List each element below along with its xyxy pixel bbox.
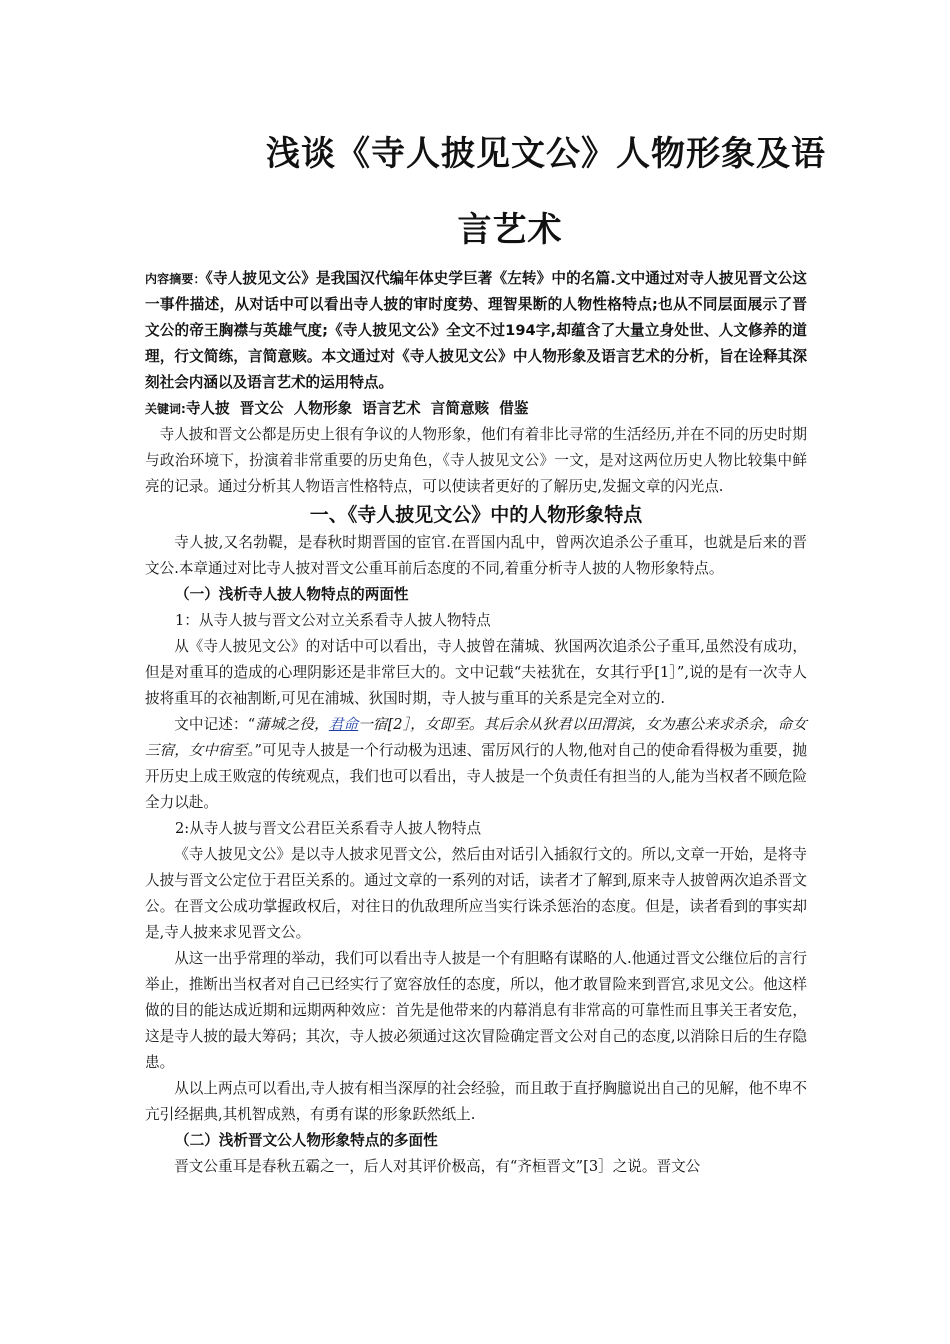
section1-paragraph: 寺人披,又名勃鞮，是春秋时期晋国的宦官.在晋国内乱中，曾两次追杀公子重耳，也就是后来的晋文公.本章通过对比寺人披对晋文公重耳前后态度的不同,着重分析寺人披的人物形象特点。: [145, 534, 807, 577]
abstract-text: 《寺人披见文公》是我国汉代编年体史学巨著《左转》中的名篇.文中通过对寺人披见晋文公这一事件描述，从对话中可以看出寺人披的审时度势、理智果断的人物性格特点;也从不同层面展示了晋文公的帝王胸襟与英雄气度;《寺人披见文公》全文不过194字,却蕴含了大量立身处世、人文修养的道理，行文简练，言简意赅。本文通过对《寺人披见文公》中人物形象及语言艺术的分析，旨在诠释其深刻社会内涵以及语言艺术的运用特点。: [145, 270, 807, 391]
subsection-heading-2: （二）浅析晋文公人物形象特点的多面性: [175, 1132, 438, 1149]
intro-paragraph: 寺人披和晋文公都是历史上很有争议的人物形象，他们有着非比寻常的生活经历,并在不同的历史时期与政治环境下，扮演着非常重要的历史角色，《寺人披见文公》一文，是对这两位历史人物比较集中鲜亮的记录。通过分析其人物语言性格特点，可以使读者更好的了解历史,发掘文章的闪光点.: [145, 426, 807, 495]
list-item-2: 2:从寺人披与晋文公君臣关系看寺人披人物特点: [175, 820, 482, 837]
quote-commentary: ”可见寺人披是一个行动极为迅速、雷厉风行的人物,他对自己的使命看得极为重要，抛开历史上成王败寇的传统观点，我们也可以看出，寺人披是一个负责任有担当的人,能为当权者不顾危险全力以赴。: [145, 742, 808, 811]
keywords: [145, 396, 807, 422]
paragraph-opposition: 从《寺人披见文公》的对话中可以看出，寺人披曾在蒲城、狄国两次追杀公子重耳,虽然没有成功，但是对重耳的造成的心理阴影还是非常巨大的。文中记载“夫袪犹在，女其行乎[1］”,说的是有一次寺人披将重耳的衣袖割断,可见在浦城、狄国时期，寺人披与重耳的关系是完全对立的.: [145, 638, 807, 707]
document-title-line-2: 言艺术: [457, 210, 563, 250]
keywords-text: 寺人披 晋文公 人物形象 语言艺术 言简意赅 借鉴: [185, 400, 529, 417]
keywords-label: 关键词:: [145, 402, 186, 416]
paragraph-courage: 从这一出乎常理的举动，我们可以看出寺人披是一个有胆略有谋略的人.他通过晋文公继位后的言行举止，推断出当权者对自己已经实行了宽容放任的态度，所以，他才敢冒险来到晋宫,求见文公。他这样做的目的能达成近期和远期两种效应：首先是他带来的内幕消息有非常高的可靠性而且事关王者安危，这是寺人披的最大筹码；其次，寺人披必须通过这次冒险确定晋文公对自己的态度,以消除日后的生存隐患。: [145, 950, 807, 1071]
abstract: [145, 266, 807, 396]
document-body: [145, 266, 807, 1180]
abstract-label: 内容摘要：: [145, 272, 206, 286]
quote-link[interactable]: 君命: [328, 716, 359, 733]
paragraph-relationship: 《寺人披见文公》是以寺人披求见晋文公，然后由对话引入插叙行文的。所以,文章一开始，是将寺人披与晋文公定位于君臣关系的。通过文章的一系列的对话，读者才了解到,原来寺人披曾两次追杀晋文公。在晋文公成功掌握政权后，对往日的仇敌理所应当实行诛杀惩治的态度。但是，读者看到的事实却是,寺人披来求见晋文公。: [145, 846, 807, 941]
document-title-line-1: 浅谈《寺人披见文公》人物形象及语: [266, 134, 826, 174]
list-item-1: 1：从寺人披与晋文公对立关系看寺人披人物特点: [175, 612, 491, 629]
paragraph-quotation: [145, 712, 807, 816]
quote-text-b: 一宿[2］，女即至。其后余从狄君以田渭滨，女为惠公来求杀余，命女三宿，女中宿至。: [145, 716, 807, 759]
paragraph-jin-wengong: 晋文公重耳是春秋五霸之一，后人对其评价极高，有“齐桓晋文”[3］之说。晋文公: [174, 1158, 701, 1175]
quote-intro: 文中记述：“: [174, 716, 256, 733]
quote-text-a: 蒲城之役，: [255, 716, 329, 733]
section-heading-1: 一、《寺人披见文公》中的人物形象特点: [309, 504, 643, 526]
subsection-heading-1: （一）浅析寺人披人物特点的两面性: [175, 586, 409, 603]
paragraph-conclusion: 从以上两点可以看出,寺人披有相当深厚的社会经验，而且敢于直抒胸臆说出自己的见解，他不卑不亢引经据典,其机智成熟，有勇有谋的形象跃然纸上.: [145, 1080, 807, 1123]
